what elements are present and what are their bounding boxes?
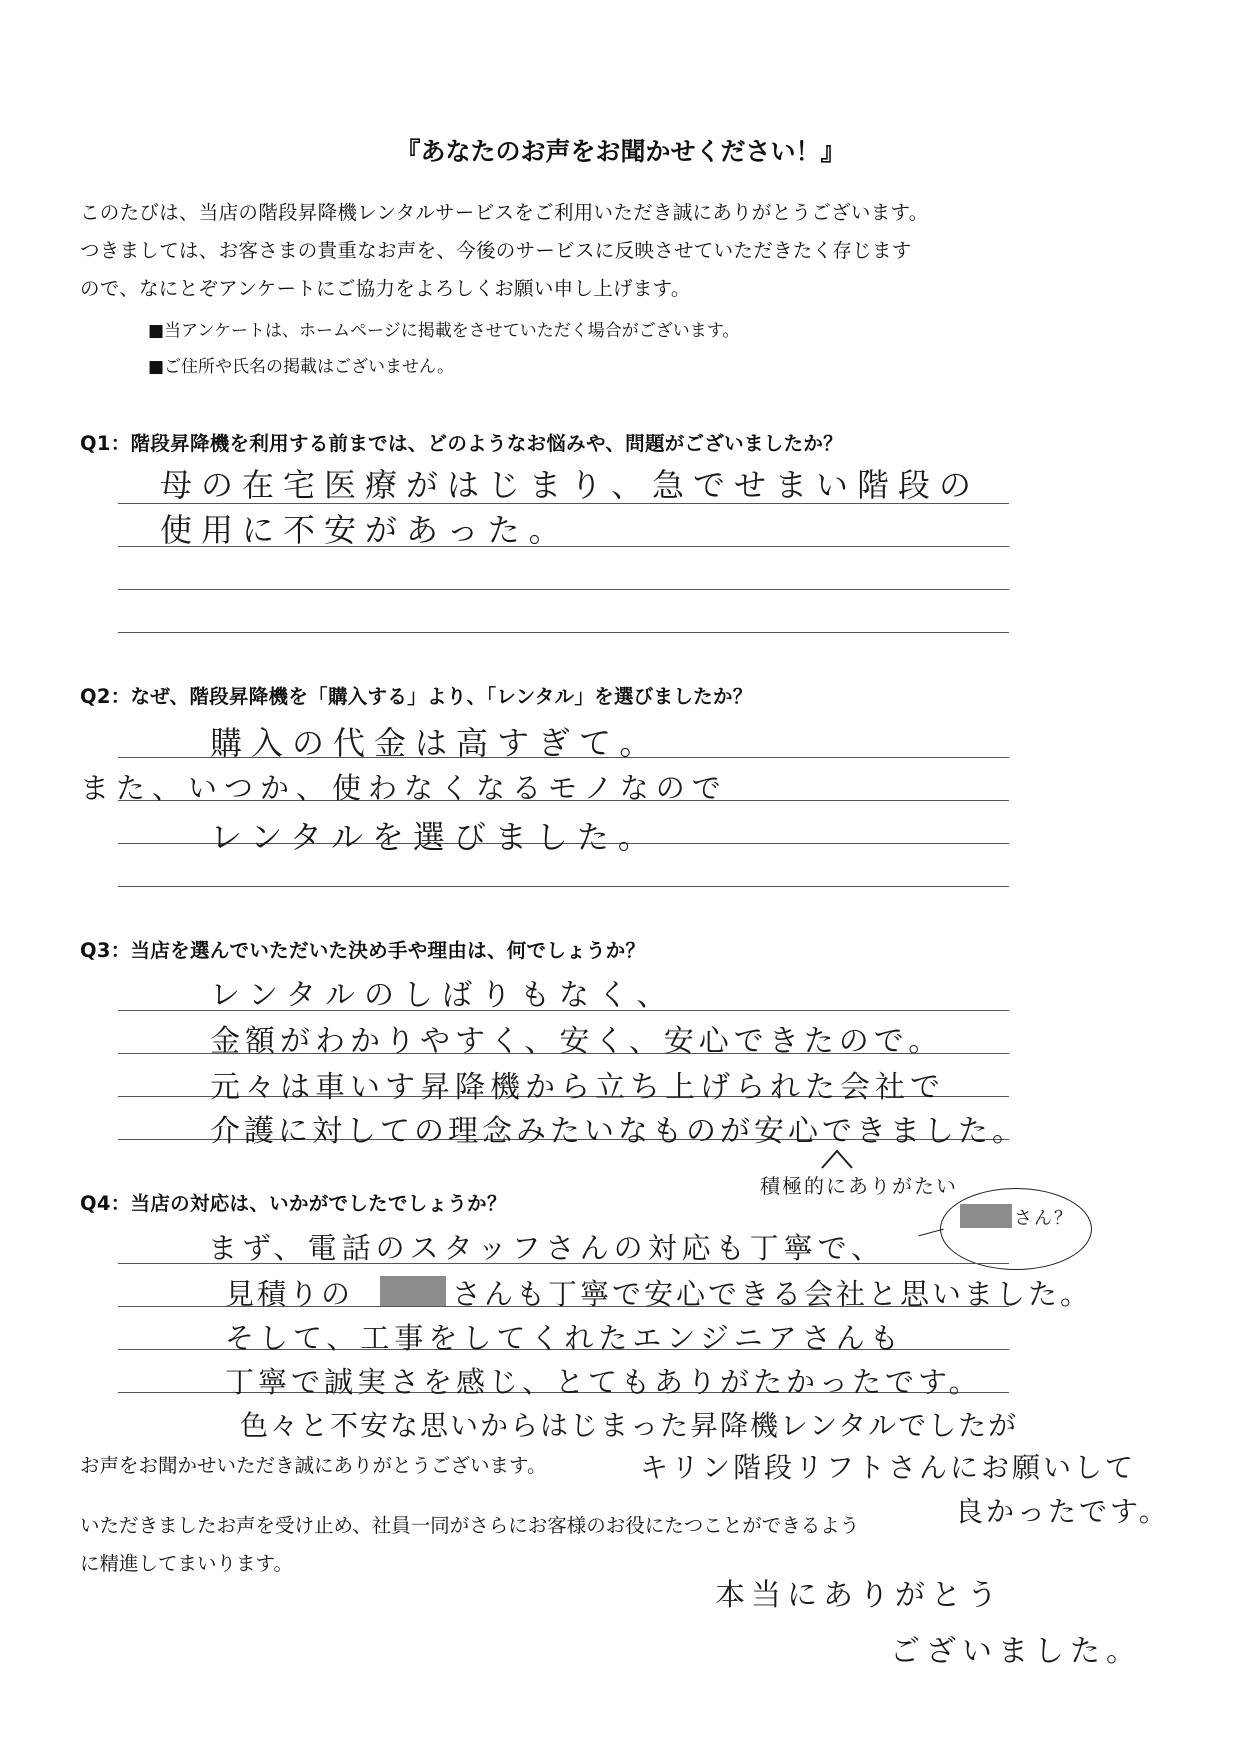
question-2: Q2：なぜ、階段昇降機を「購入する」より、「レンタル」を選びましたか？: [80, 685, 753, 708]
q4-insert-note: 積極的にありがたい: [760, 1174, 958, 1198]
redaction-box: [960, 1204, 1012, 1228]
q1-answer-line-2: 使用に不安があった。: [160, 511, 570, 549]
q2-answer-line-2: また、いつか、使わなくなるモノなので: [80, 771, 728, 805]
intro-line-1: このたびは、当店の階段昇降機レンタルサービスをご利用いただき誠にありがとうございます。: [80, 201, 929, 224]
answer-rule: [118, 589, 1009, 590]
q4-answer-line-3: そして、工事をしてくれたエンジニアさんも: [225, 1321, 904, 1355]
q4-answer-line-2a: 見積りの: [225, 1277, 354, 1311]
q4-answer-line-2b: さんも丁寧で安心できる会社と思いました。: [452, 1277, 1093, 1311]
q1-answer-line-1: 母の在宅医療がはじまり、急でせまい階段の: [160, 466, 981, 504]
handwritten-thanks-1: 本当にありがとう: [715, 1578, 1003, 1613]
handwritten-thanks-2: ございました。: [890, 1634, 1142, 1669]
question-1: Q1：階段昇降機を利用する前までは、どのようなお悩みや、問題がございましたか？: [80, 432, 843, 455]
q3-answer-line-1: レンタルのしばりもなく、: [210, 978, 676, 1013]
q4-answer-line-5: 色々と不安な思いからはじまった昇降機レンタルでしたが: [240, 1409, 1019, 1442]
closing-line-3: に精進してまいります。: [80, 1552, 293, 1575]
q4-answer-line-4: 丁寧で誠実さを感じ、とてもありがたかったです。: [225, 1365, 982, 1399]
closing-line-1: お声をお聞かせいただき誠にありがとうございます。: [80, 1454, 547, 1477]
q2-answer-line-1: 購入の代金は高すぎて。: [210, 724, 661, 762]
answer-rule: [118, 886, 1009, 887]
bubble-text: さん？: [1014, 1208, 1074, 1229]
q2-answer-line-3: レンタルを選びました。: [210, 818, 659, 856]
q3-answer-line-4: 介護に対しての理念みたいなものが安心できました。: [210, 1114, 1026, 1149]
page-title: 『あなたのお声をお聞かせください！』: [395, 137, 846, 166]
q4-answer-line-6: キリン階段リフトさんにお願いして: [640, 1451, 1137, 1484]
q4-answer-line-1: まず、電話のスタッフさんの対応も丁寧で、: [208, 1231, 886, 1265]
answer-rule: [118, 632, 1009, 633]
question-3: Q3：当店を選んでいただいた決め手や理由は、何でしょうか？: [80, 939, 646, 962]
q3-answer-line-2: 金額がわかりやすく、安く、安心できたので。: [210, 1024, 944, 1059]
q3-answer-line-3: 元々は車いす昇降機から立ち上げられた会社で: [210, 1070, 945, 1105]
q4-answer-line-7: 良かったです。: [955, 1495, 1170, 1528]
closing-line-2: いただきましたお声を受け止め、社員一同がさらにお客様のお役にたつことができるよう: [80, 1514, 860, 1537]
intro-line-2: つきましては、お客さまの貴重なお声を、今後のサービスに反映させていただきたく存じます: [80, 239, 912, 262]
question-4: Q4：当店の対応は、いかがでしたでしょうか？: [80, 1192, 507, 1215]
redaction-box: [380, 1276, 446, 1306]
notice-privacy: ■ご住所や氏名の掲載はございません。: [148, 357, 455, 377]
intro-line-3: ので、なにとぞアンケートにご協力をよろしくお願い申し上げます。: [80, 277, 691, 300]
insert-caret-icon: [820, 1148, 854, 1170]
notice-publication: ■当アンケートは、ホームページに掲載をさせていただく場合がございます。: [148, 321, 740, 341]
